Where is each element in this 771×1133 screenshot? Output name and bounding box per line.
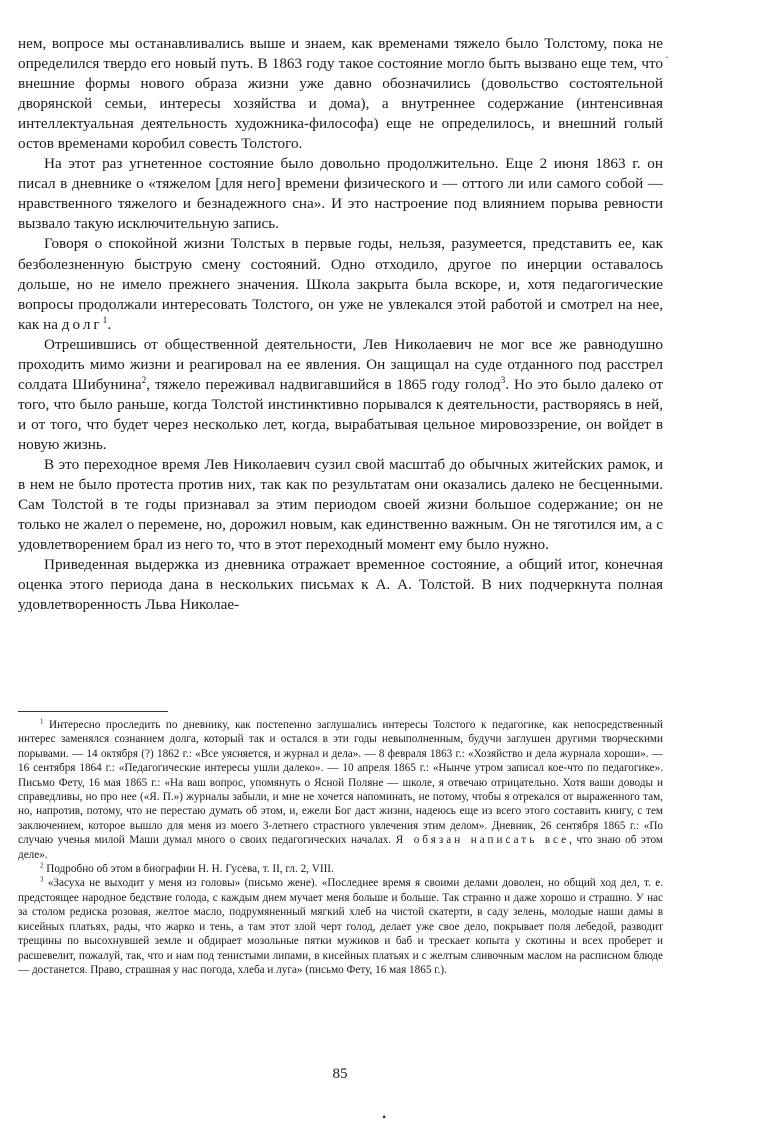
paragraph-3-text: Говоря о спокойной жизни Толстых в первые годы, нельзя, разумеется, представить ее, как безболезненную быструю смену состояний. Одно отходило, другое по инерции оставалось дольше, но не имело прежнего значения. Школа закрыта была вскоре, и, хотя педагогические вопросы продолжали интересовать Толстого, он уже не увлекался этой работой и смотрел на нее, как на xyxy=(18,235,663,333)
scan-speck: · xyxy=(665,50,669,64)
footnote-divider xyxy=(18,711,168,712)
footnote-3 xyxy=(18,876,663,977)
paragraph-5: В это переходное время Лев Николаевич сузил свой масштаб до обычных житейских рамок, и в нем не было протеста против них, так как по результатам они оказались далеко не бесценными. Сам Толстой в те годы признавал за этим периодом своей жизни большое содержание; он не только не жалел о перемене, но, дорожил новым, как единственно важным. Он не тяготился им, а с удовлетворением брал из него то, что в этот переходный момент ему было нужно. xyxy=(18,455,663,554)
footnote-ref-2[interactable]: 2 xyxy=(141,375,147,386)
footnote-1-end: , что знаю об этом деле». xyxy=(18,834,663,861)
paragraph-2: На этот раз угнетенное состояние было довольно продолжительно. Еще 2 июня 1863 г. он писал в дневнике о «тяжелом [для него] времени физического и — оттого ли или самого собой — нравственного тяжелого и безнадежного сна». И это настроение под влиянием порыва ревности вызвало такую исключительную запись. xyxy=(18,155,663,233)
paragraph-4 xyxy=(18,335,663,455)
paragraph-4-text-a: Отрешившись от общественной деятельности, Лев Николаевич не мог все же равнодушно проходить мимо жизни и реагировал на ее явления. Он защищал на суде отданного под расстрел солдата Шибунина xyxy=(18,335,663,393)
footnote-1 xyxy=(18,718,663,862)
footnote-ref-3[interactable]: 3 xyxy=(500,375,506,386)
scan-speck: • xyxy=(382,1110,387,1124)
spaced-word: долг xyxy=(61,315,103,333)
paragraph-6: Приведенная выдержка из дневника отражает временное состояние, а общий итог, конечная оценка этого периода дана в нескольких письмах к А. А. Толстой. В них подчеркнута полная удовлетворенность Льва Николае- xyxy=(18,556,663,614)
footnotes xyxy=(18,718,663,977)
footnote-number-2: 2 xyxy=(40,861,44,870)
footnote-number-1: 1 xyxy=(40,717,44,726)
footnote-2-text: Подробно об этом в биографии Н. Н. Гусева, т. II, гл. 2, VIII. xyxy=(43,863,334,876)
footnote-1-text: Интересно проследить по дневнику, как постепенно заглушались интересы Толстого к педагогике, как непосредственный интерес заменялся сознанием долга, который так и остался в эти годы невыполненным, будучи заглушен другими творческими порывами. — 14 октября (?) 1862 г.: «Все уясняется, и журнал и дела». — 8 февраля 1863 г.: «Хозяйство и дела журнала хороши». — 16 сентября 1864 г.: «Педагогические интересы ушли далеко». — 10 апреля 1865 г.: «Нынче утром записал кое-что по педагогике». Письмо Фету, 16 мая 1865 г.: «На ваш вопрос, упомянуть о Ясной Поляне — школе, я отвечаю отрицательно. Хотя ваши доводы и справедливы, но про нее («Я. П.») журналы забыли, и мне не хочется напоминать, не потому, чтобы я отрекался от выраженного там, но, напротив, потому, что не перестаю думать об этом, и, ежели Бог даст жизни, надеюсь еще из всего этого составить книгу, с тем заключением, которое вышло для меня из моего 3-летнего страстного увлечения этим делом». Дневник, 26 сентября 1865 г.: «По случаю ученья милой Маши думал много о своих педагогических началах. xyxy=(18,719,663,847)
footnote-3-text: «Засуха не выходит у меня из головы» (письмо жене). «Последнее время я своими делами доволен, но общий ход дел, т. е. предстоящее народное бедствие голода, с каждым днем мучает меня больше и больше. Так странно и даже хорошо и страшно. У нас за столом редиска розовая, желтое масло, подрумяненный мягкий хлеб на чистой скатерти, в саду зелень, молодые наши дамы в кисейных платьях, рады, что жарко и тень, а там этот злой черт голод, делает уже свое дело, покрывает поля лебедой, разводит трещины по высохнувшей земле и обдирает мозольные пятки мужиков и баб и трескает копыта у скотины и всех проберет и расшевелит, пожалуй, так, что и нам под тенистыми липами, в кисейных платьях и с желтым сливочным маслом на расписном блюде — достанется. Право, страшная у нас погода, хлеба и луга» (письмо Фету, 16 мая 1865 г.). xyxy=(18,877,663,976)
footnote-number-3: 3 xyxy=(40,875,44,884)
footnote-ref-1[interactable]: 1 xyxy=(102,315,108,326)
paragraph-4-text-c: . Но это было далеко от того, что было раньше, когда Толстой инстинктивно порывался к деятельности, растворяясь в ней, и от того, что будет через несколько лет, когда, вырабатывая цельное мировоззрение, он войдет в новую жизнь. xyxy=(18,375,663,453)
footnote-1-spaced: Я обязан написать все xyxy=(395,834,570,847)
paragraph-3-end: . xyxy=(107,315,112,333)
paragraph-4-text-b: , тяжело переживал надвигавшийся в 1865 году голод xyxy=(146,375,501,393)
paragraph-3 xyxy=(18,234,663,334)
main-text xyxy=(18,34,663,615)
page-number: 85 xyxy=(332,1066,348,1082)
paragraph-1: нем, вопросе мы останавливались выше и знаем, как временами тяжело было Толстому, пока не определился твердо его новый путь. В 1863 году такое состояние могло быть вызвано еще тем, что внешние формы нового образа жизни уже давно обозначились (довольство состоятельной дворянской семьи, интересы хозяйства и дома), а внутреннее содержание (интенсивная интеллектуальная деятельность художника-философа) еще не определилось, и внешний голый остов временами коробил совесть Толстого. xyxy=(18,35,663,153)
footnote-2 xyxy=(18,862,663,876)
